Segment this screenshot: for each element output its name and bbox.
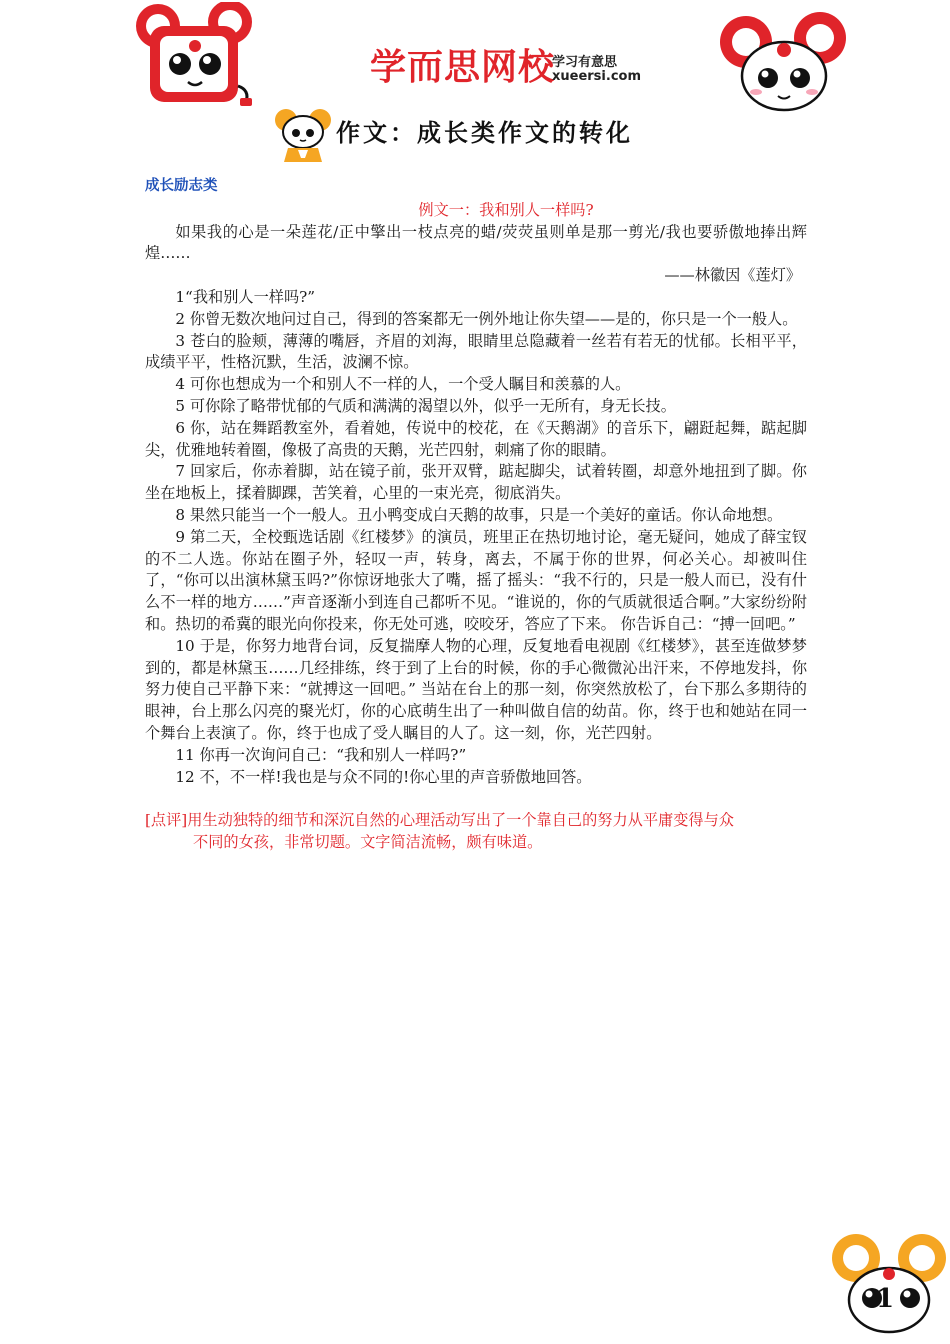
paragraph-5: 5 可你除了略带忧郁的气质和满满的渴望以外，似乎一无所有，身无长技。 [175, 396, 676, 415]
paragraph-6: 6 你，站在舞蹈教室外，看着她，传说中的校花，在《天鹅湖》的音乐下，翩跹起舞，踮起脚尖，优雅地转着圈，像极了高贵的天鹅，光芒四射，刺痛了你的眼睛。 [145, 418, 807, 459]
paragraph-3: 3 苍白的脸颊，薄薄的嘴唇，齐眉的刘海，眼睛里总隐藏着一丝若有若无的忧郁。长相平平，成绩平平，性格沉默，生活，波澜不惊。 [145, 331, 807, 372]
right-mascot-icon [716, 8, 852, 114]
paragraph-11: 11 你再一次询问自己：“我和别人一样吗?” [175, 745, 467, 764]
brand-domain: xueersi.com [552, 69, 642, 84]
paragraph-9: 9 第二天，全校甄选话剧《红楼梦》的演员，班里正在热切地讨论，毫无疑问，她成了薛宝钗的不二人选。你站在圈子外，轻叹一声，转身，离去，不属于你的世界，何必关心。却被叫住了，“你可以出演林黛玉吗?”你惊讶地张大了嘴，摇了摇头：“我不行的，只是一般人而已，没有什么不一样的地方……”声音逐渐小到连自己都听不见。“谁说的，你的气质就很适合啊。”大家纷纷附和。热切的希冀的眼光向你投来，你无处可逃，咬咬牙，答应了下来。 你告诉自己：“搏一回吧。” [145, 527, 807, 633]
paragraph-10: 10 于是，你努力地背台词，反复揣摩人物的心理，反复地看电视剧《红楼梦》，甚至连做梦梦到的，都是林黛玉……几经排练，终于到了上台的时候，你的手心微微沁出汗来，不停地发抖，你努力使自己平静下来：“就搏这一回吧。” 当站在台上的那一刻，你突然放松了，台下那么多期待的眼神，台上那么闪亮的聚光灯，你的心底萌生出了一种叫做自信的幼苗。你，终于也和她站在同一个舞台上表演了。你，终于也成了受人瞩目的人了。这一刻，你，光芒四射。 [145, 636, 807, 742]
title-mascot-icon [272, 106, 334, 164]
paragraph-2: 2 你曾无数次地问过自己，得到的答案都无一例外地让你失望——是的，你只是一个一般人。 [175, 309, 798, 328]
paragraph-4: 4 可你也想成为一个和别人不一样的人，一个受人瞩目和羡慕的人。 [175, 375, 631, 394]
brand-slogan: 学习有意思 [552, 55, 618, 70]
epigraph: 如果我的心是一朵莲花/正中擎出一枝点亮的蜡/荧荧虽则单是那一剪光/我也要骄傲地捧出辉煌…… [145, 222, 807, 263]
comment-line-1: [点评]用生动独特的细节和深沉自然的心理活动写出了一个靠自己的努力从平庸变得与众 [145, 811, 734, 830]
left-mascot-icon [132, 2, 262, 114]
brand-logo: 学而思网校 [370, 47, 556, 88]
epigraph-attribution: ——林徽因《莲灯》 [664, 266, 801, 285]
page-number: 1 [876, 1284, 895, 1314]
brand-subtext [552, 56, 641, 84]
paragraph-8: 8 果然只能当一个一般人。丑小鸭变成白天鹅的故事，只是一个美好的童话。你认命地想。 [175, 505, 783, 524]
article-body [145, 176, 807, 854]
paragraph-12: 12 不，不一样!我也是与众不同的!你心里的声音骄傲地回答。 [175, 767, 592, 786]
document-title: 作文：成长类作文的转化 [336, 119, 633, 147]
paragraph-1: 1“我和别人一样吗?” [175, 287, 316, 306]
section-heading: 成长励志类 [145, 178, 218, 194]
paragraph-7: 7 回家后，你赤着脚，站在镜子前，张开双臂，踮起脚尖，试着转圈，却意外地扭到了脚。你坐在地板上，揉着脚踝，苦笑着，心里的一束光亮，彻底消失。 [145, 462, 807, 503]
example-title: 例文一：我和别人一样吗? [418, 200, 594, 219]
comment-line-2: 不同的女孩，非常切题。文字简洁流畅，颇有味道。 [193, 833, 543, 852]
